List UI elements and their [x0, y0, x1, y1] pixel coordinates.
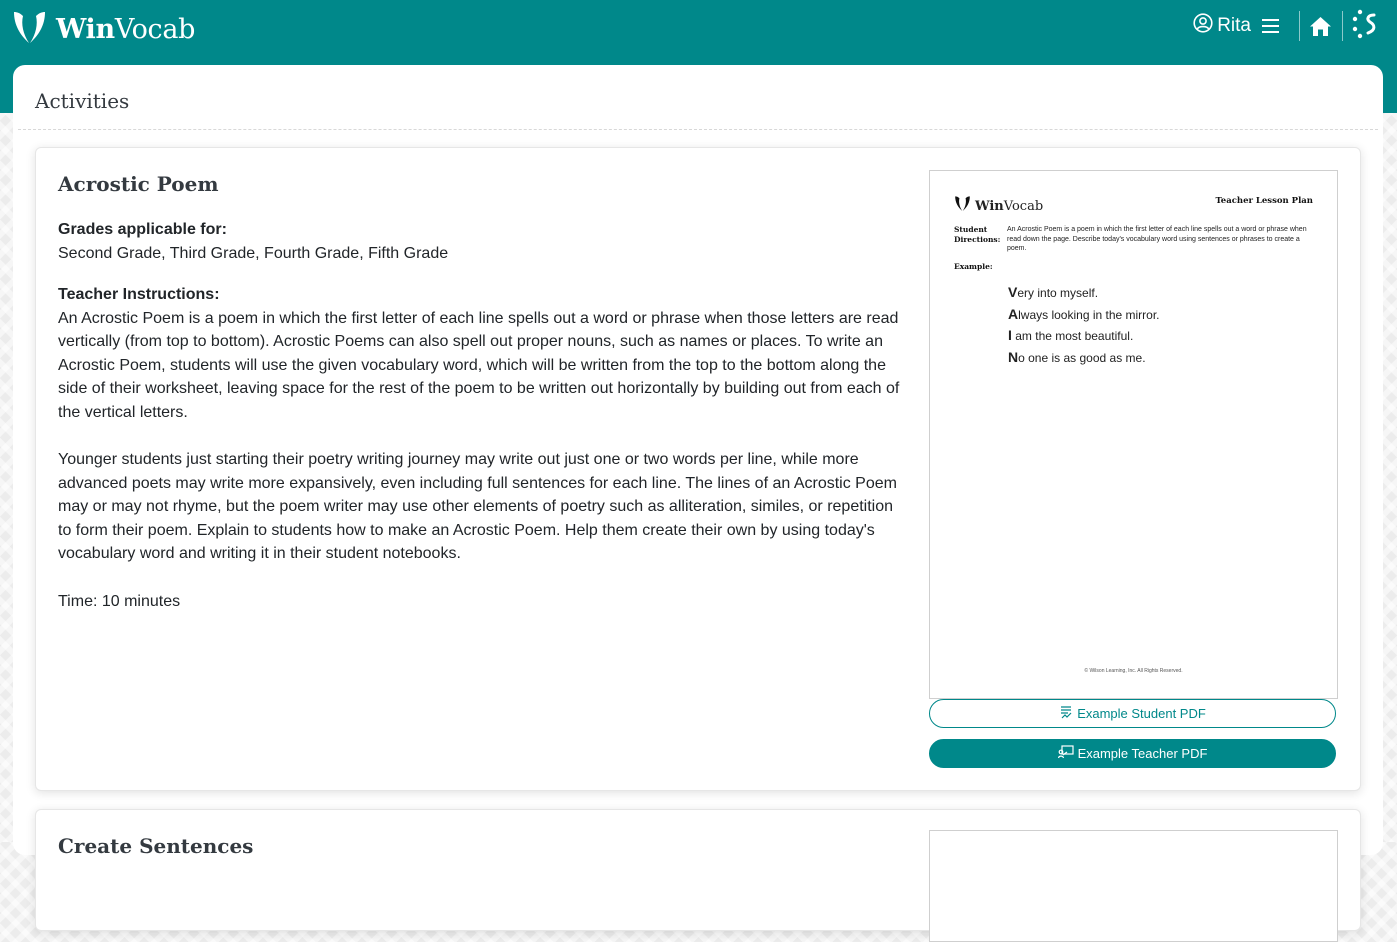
grades-value: Second Grade, Third Grade, Fourth Grade, Fifth Grade [58, 244, 449, 262]
brand-name: WinVocab [56, 14, 196, 45]
hamburger-menu-icon[interactable] [1261, 17, 1281, 35]
example-student-pdf-button[interactable] [929, 699, 1336, 728]
preview-poem [1008, 284, 1160, 370]
activity-card-create-sentences [35, 809, 1361, 931]
user-name: Rita [1217, 15, 1251, 36]
page-title: Activities [35, 89, 130, 113]
activities-panel [13, 65, 1383, 858]
poem-line: I am the most beautiful. [1008, 327, 1134, 343]
instructions-paragraph-2: Younger students just starting their poetry writing journey may write out just one or two words per line, while more advanced poets may write more expansively, even including full sentences for each line. The lines of an Acrostic Poem may or may not rhyme, but the poem writer may use other elements of poetry such as alliteration, similes, or repetition to form their poem. Explain to students how to make an Acrostic Poem. Help them create their own by using today's vocabulary word and writing it in their student notebooks. [58, 451, 897, 562]
preview-plan-label: Teacher Lesson Plan [1215, 196, 1313, 206]
poem-line: No one is as good as me. [1008, 348, 1146, 365]
user-circle-icon [1193, 13, 1213, 39]
instructions-paragraph-1: An Acrostic Poem is a poem in which the first letter of each line spells out a word or phrase when those letters are read vertically (from top to bottom). Acrostic Poems can also spell out proper nouns, such as names or places. To write an Acrostic Poem, students will use the given vocabulary word, which will be written from the top to the bottom along the side of their worksheet, leaving space for the rest of the poem to be written out horizontally by building out from each of the vertical letters. [58, 309, 900, 421]
preview-copyright: © Wilson Learning, Inc. All Rights Reserved. [1084, 668, 1183, 674]
instructions-label: Teacher Instructions: [58, 286, 220, 303]
poem-line: Always looking in the mirror. [1008, 305, 1160, 322]
teacher-pdf-label: Example Teacher PDF [1077, 746, 1208, 761]
title-divider [18, 129, 1378, 130]
winvocab-logo[interactable] [12, 9, 195, 50]
user-nav [1189, 10, 1380, 42]
teacher-pdf-icon [1058, 745, 1078, 762]
preview-example-label: Example: [954, 262, 993, 271]
activity-title: Create Sentences [58, 834, 254, 858]
student-pdf-icon [1059, 705, 1077, 722]
nav-divider [1342, 11, 1343, 41]
nav-divider [1299, 11, 1300, 41]
lesson-plan-preview [929, 170, 1338, 699]
activity-card-acrostic-poem [35, 147, 1361, 791]
winvocab-leaf-logo-icon [12, 9, 47, 50]
example-teacher-pdf-button[interactable] [929, 739, 1336, 768]
preview-logo [954, 195, 1043, 217]
activity-description [58, 218, 903, 613]
winvocab-leaf-logo-icon [954, 195, 971, 217]
home-icon[interactable] [1309, 16, 1332, 37]
grades-label: Grades applicable for: [58, 221, 227, 238]
wilson-spark-icon[interactable] [1352, 8, 1380, 45]
preview-directions-label: Student Directions: [954, 225, 1001, 244]
activity-title: Acrostic Poem [58, 172, 219, 196]
preview-brand-name: WinVocab [975, 198, 1044, 214]
preview-directions-text: An Acrostic Poem is a poem in which the first letter of each line spells out a word or phrase when read down the page. Describe today's vocabulary word using sentences or phrases to create a poem. [1007, 226, 1307, 252]
poem-line: Very into myself. [1008, 284, 1099, 300]
lesson-plan-preview [929, 830, 1338, 942]
activity-time: Time: 10 minutes [58, 592, 181, 610]
student-pdf-label: Example Student PDF [1077, 706, 1206, 721]
user-menu-button[interactable] [1189, 13, 1251, 39]
